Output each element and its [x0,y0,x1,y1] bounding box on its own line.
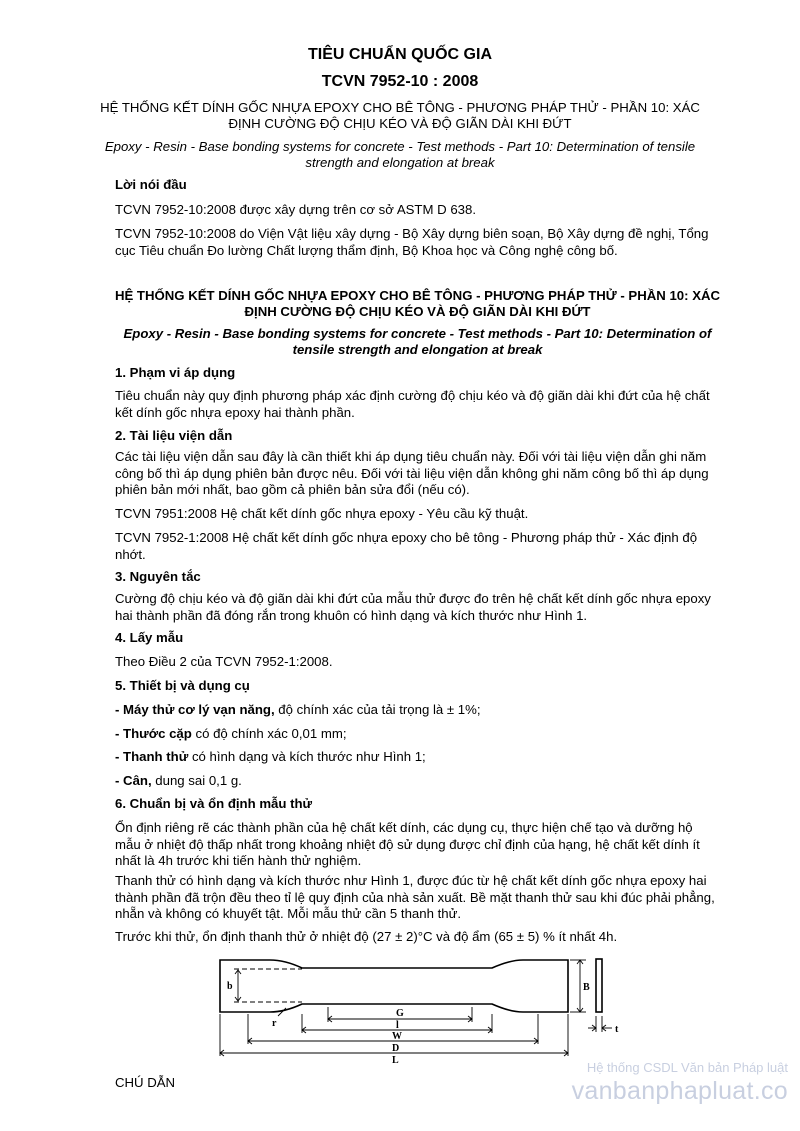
section-paragraph: Ổn định riêng rẽ các thành phần của hệ chất kết dính, các dụng cụ, thực hiện chế tạo và dưỡng hộ mẫu ở nhiệt độ thấp nhất trong khoảng nhiệt độ sử dụng được chỉ định của hạng, hệ chất kết dính ít nhất là 4h trước khi tiến hành thử nghiệm. [115,820,700,868]
list-item [115,726,720,743]
section-heading: 3. Nguyên tắc [115,569,201,584]
section-paragraph: Các tài liệu viện dẫn sau đây là cần thiết khi áp dụng tiêu chuẩn này. Đối với tài liệu viện dẫn ghi năm công bố thì áp dụng phiên bản được nêu. Đối với tài liệu viện dẫn không ghi năm công bố thì áp dụng phiên bản mới nhất, bao gồm cả phiên bản sửa đổi (nếu có). [115,449,709,497]
section-heading: 2. Tài liệu viện dẫn [115,428,233,443]
watermark [548,1060,788,1106]
watermark-site: vanbanphapluat.co [571,1077,788,1105]
foreword-heading: Lời nói đầu [115,177,187,192]
list-item [115,702,720,719]
section-paragraph: TCVN 7952-1:2008 Hệ chất kết dính gốc nhựa epoxy cho bê tông - Phương pháp thử - Xác định độ nhớt. [115,530,698,562]
dim-label-l: l [396,1020,399,1031]
section-paragraph: Thanh thử có hình dạng và kích thước như Hình 1, được đúc từ hệ chất kết dính gốc nhựa epoxy hai thành phần đã trộn đều theo tỉ lệ quy định của nhà sản xuất. Bề mặt thanh thử sau khi đúc phải phẳng, nhẵn và không có khuyết tật. Mỗi mẫu thử cần 5 thanh thử. [115,873,715,921]
section-heading: 1. Phạm vi áp dụng [115,365,236,380]
dim-label-L: L [392,1055,399,1064]
dim-label-G: G [396,1008,404,1019]
dim-label-W: W [392,1031,402,1042]
standard-subtitle-en: Epoxy - Resin - Base bonding systems for concrete - Test methods - Part 10: Determination of tensile strength and elongation at break [104,139,696,170]
standard-title: TIÊU CHUẨN QUỐC GIA [308,46,492,63]
body-title-en: Epoxy - Resin - Base bonding systems for concrete - Test methods - Part 10: Determination of tensile strength and elongation at break [123,326,712,357]
watermark-line1: Hệ thống CSDL Văn bản Pháp luật [586,1060,788,1075]
section-paragraph: Cường độ chịu kéo và độ giãn dài khi đứt của mẫu thử được đo trên hệ chất kết dính gốc nhựa epoxy hai thành phần đã đóng rắn trong khuôn có hình dạng và kích thước như Hình 1. [115,591,711,623]
dim-label-D: D [392,1043,400,1054]
body-title: HỆ THỐNG KẾT DÍNH GỐC NHỰA EPOXY CHO BÊ TÔNG - PHƯƠNG PHÁP THỬ - PHẦN 10: XÁC ĐỊNH CƯỜNG ĐỘ CHỊU KÉO VÀ ĐỘ GIÃN DÀI KHI ĐỨT [114,288,721,319]
item-text: độ chính xác của tải trọng là ± 1%; [274,702,481,717]
item-text: có hình dạng và kích thước như Hình 1; [188,749,426,764]
item-text: có độ chính xác 0,01 mm; [191,726,347,741]
list-item [115,773,720,790]
item-text: dung sai 0,1 g. [151,773,242,788]
tensile-specimen-figure [210,952,630,1064]
section-paragraph: Tiêu chuẩn này quy định phương pháp xác định cường độ chịu kéo và độ giãn dài khi đứt của hệ chất kết dính gốc nhựa epoxy hai thành phần. [115,388,710,420]
dim-label-b: b [227,981,233,992]
dim-label-r: r [272,1018,277,1029]
foreword-paragraph: TCVN 7952-10:2008 được xây dựng trên cơ sở ASTM D 638. [115,202,476,217]
dim-label-B: B [583,982,590,993]
section-heading: 5. Thiết bị và dụng cụ [115,678,250,693]
item-term: - Thước cặp [115,726,192,741]
section-heading: 6. Chuẩn bị và ổn định mẫu thử [115,796,313,811]
foreword-paragraph: TCVN 7952-10:2008 do Viện Vật liệu xây dựng - Bộ Xây dựng biên soạn, Bộ Xây dựng đề nghị, Tổng cục Tiêu chuẩn Đo lường Chất lượng thẩm định, Bộ Khoa học và Công nghệ công bố. [115,226,709,258]
standard-code: TCVN 7952-10 : 2008 [321,73,479,90]
legend-heading: CHÚ DẪN [115,1075,176,1090]
list-item [115,749,720,766]
item-term: - Cân, [115,773,152,788]
dim-label-t: t [615,1024,619,1035]
standard-subtitle: HỆ THỐNG KẾT DÍNH GỐC NHỰA EPOXY CHO BÊ TÔNG - PHƯƠNG PHÁP THỬ - PHẦN 10: XÁC ĐỊNH CƯỜNG ĐỘ CHỊU KÉO VÀ ĐỘ GIÃN DÀI KHI ĐỨT [100,100,700,131]
section-paragraph: Theo Điều 2 của TCVN 7952-1:2008. [115,654,333,669]
section-paragraph: Trước khi thử, ổn định thanh thử ở nhiệt độ (27 ± 2)°C và độ ẩm (65 ± 5) % ít nhất 4h. [115,929,618,944]
section-paragraph: TCVN 7951:2008 Hệ chất kết dính gốc nhựa epoxy - Yêu cầu kỹ thuật. [115,506,529,521]
item-term: - Thanh thử [115,749,189,764]
item-term: - Máy thử cơ lý vạn năng, [115,702,275,717]
section-heading: 4. Lấy mẫu [115,630,184,645]
